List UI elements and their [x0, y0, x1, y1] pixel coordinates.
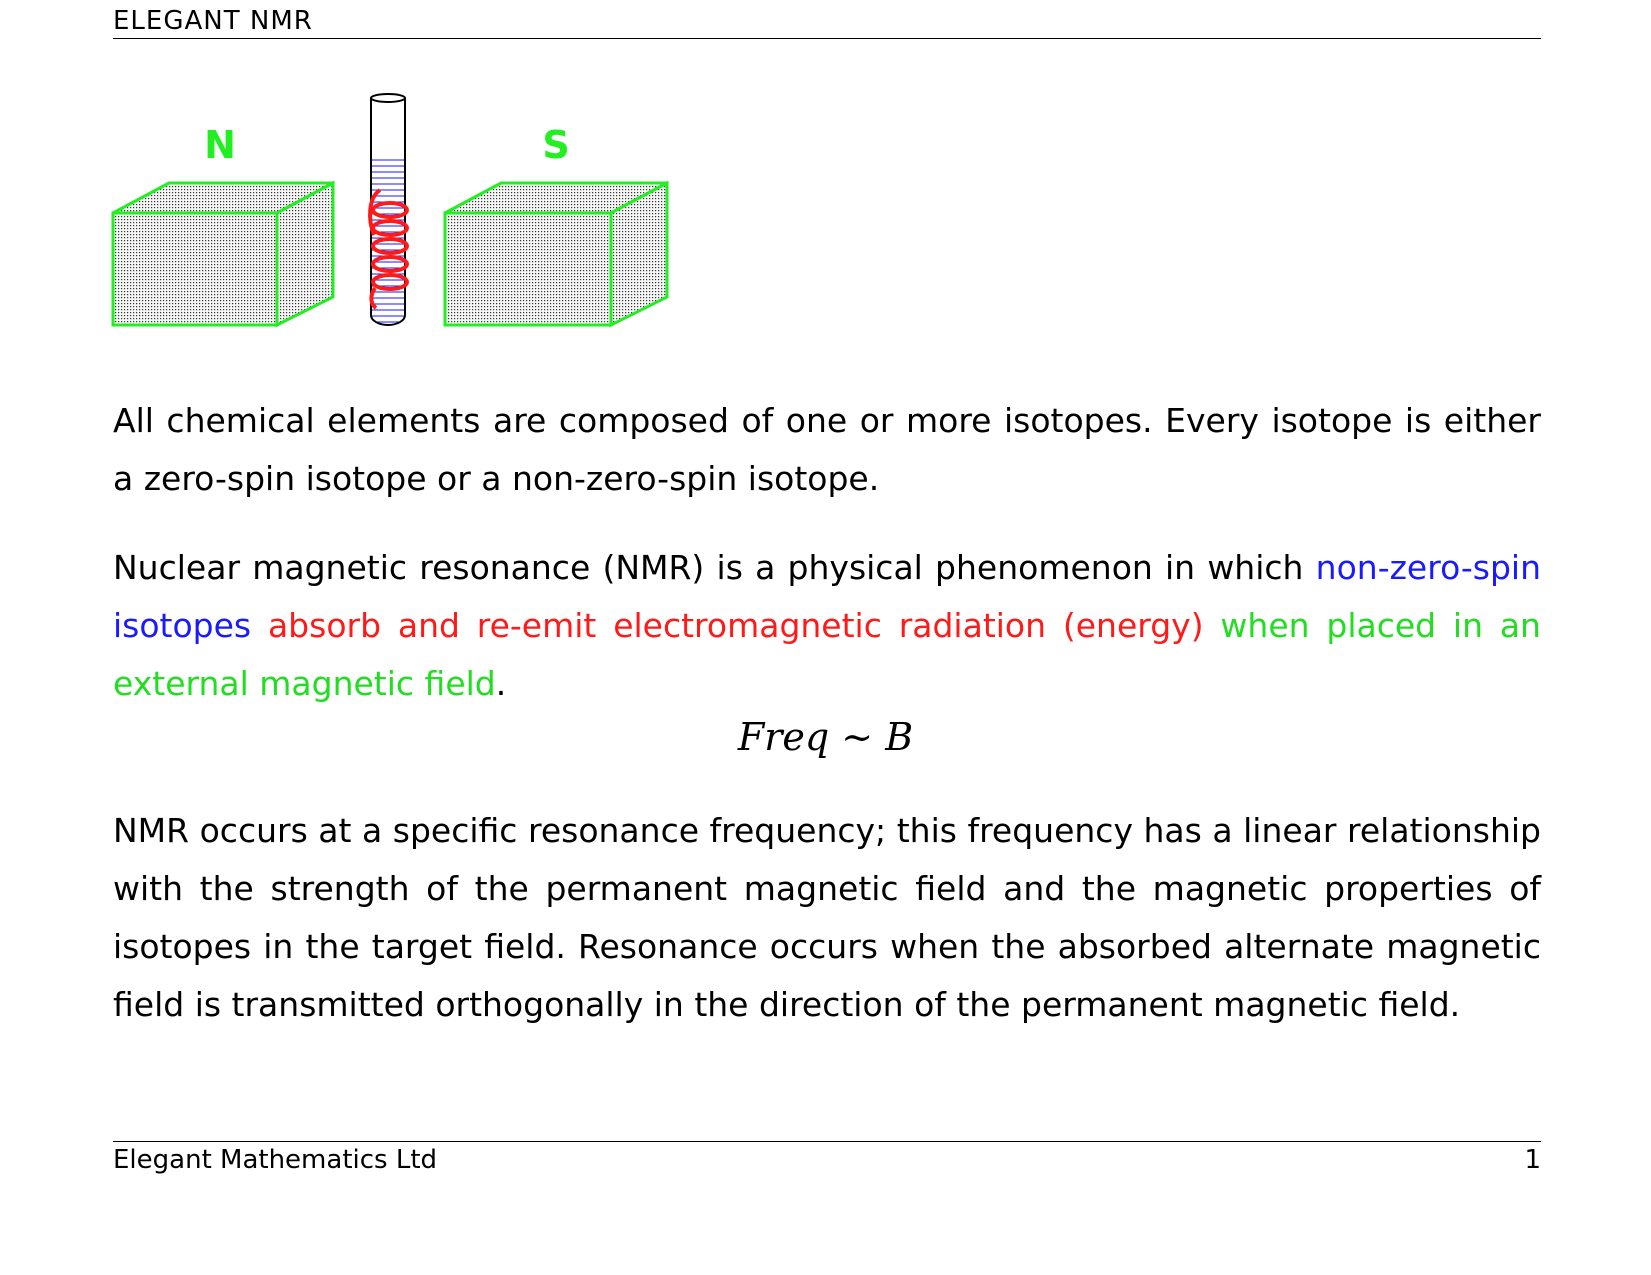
header-rule: [113, 38, 1541, 39]
highlight-absorb-emit: absorb and re-emit electromagnetic radiation (energy): [267, 606, 1204, 645]
north-magnet: [113, 183, 333, 325]
highlight-magnetic-field: when placed in an external magnetic field: [113, 606, 1541, 703]
header-title: ELEGANT NMR: [113, 6, 313, 36]
equation-freq-b: Freq ∼ B: [737, 715, 914, 759]
highlight-non-zero-spin: non-zero-spin isotopes: [113, 548, 1541, 645]
p2-end: .: [495, 664, 507, 703]
paragraph-nmr-definition: [113, 539, 1541, 713]
nmr-magnet-figure: [100, 90, 720, 360]
paragraph-isotopes: All chemical elements are composed of one or more isotopes. Every isotope is either a zero-spin isotope or a non-zero-spin isotope.: [113, 401, 1541, 498]
footer-rule: [113, 1141, 1541, 1142]
page-number: 1: [1524, 1145, 1541, 1175]
south-magnet: [445, 183, 667, 325]
footer-company: Elegant Mathematics Ltd: [113, 1145, 438, 1175]
north-label: N: [204, 123, 236, 167]
p2-start: Nuclear magnetic resonance (NMR) is a physical phenomenon in which: [113, 548, 1316, 587]
south-label: S: [542, 123, 570, 167]
paragraph-resonance: NMR occurs at a specific resonance frequency; this frequency has a linear relationship with the strength of the permanent magnetic field and the magnetic properties of isotopes in the target field. Resonance occurs when the absorbed alternate magnetic field is transmitted orthogonally in the direction of the permanent magnetic field.: [113, 811, 1541, 1024]
